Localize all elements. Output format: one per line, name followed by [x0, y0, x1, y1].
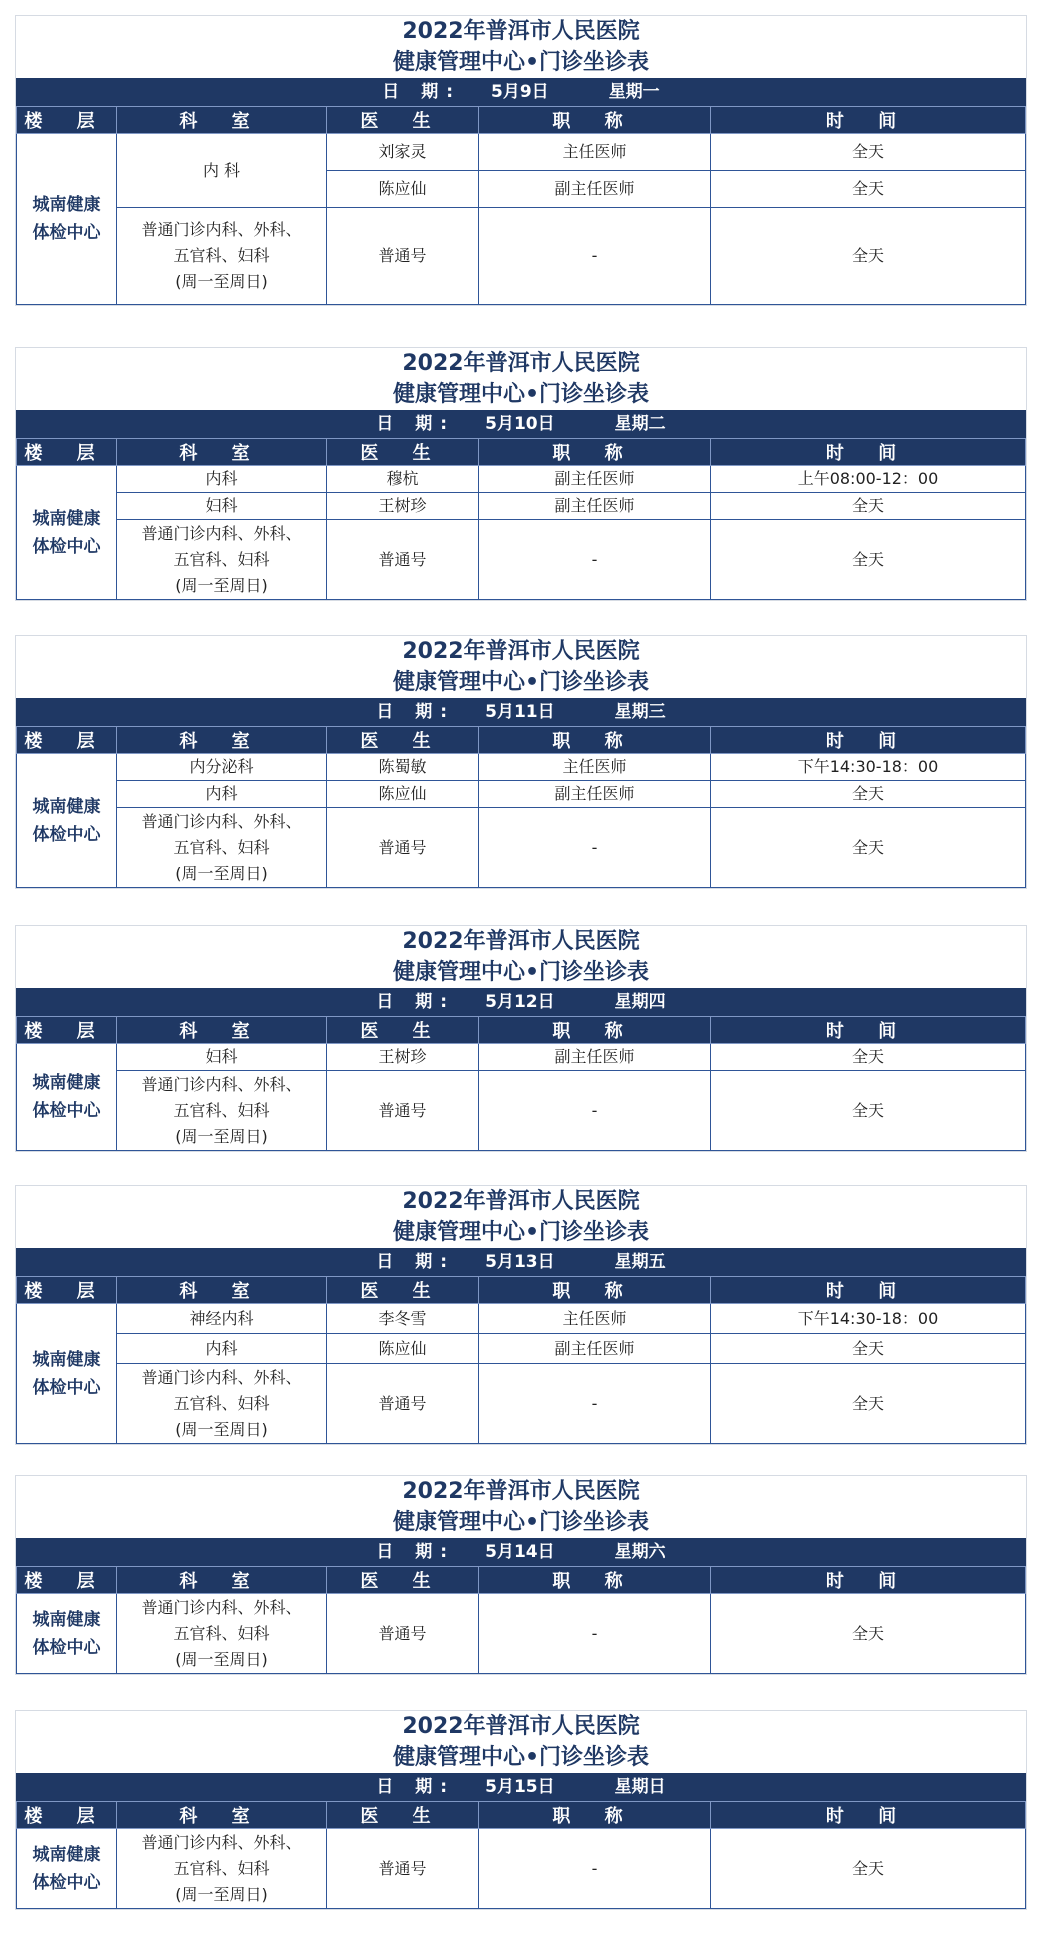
- general-clinic-row: [17, 520, 1026, 600]
- weekday-value: 星期三: [614, 702, 666, 722]
- floor-line-2: 体检中心: [32, 824, 101, 845]
- general-dept-line-3: (周一至周日): [175, 1884, 268, 1904]
- date-label: 日 期:: [376, 1252, 456, 1272]
- column-header: 职 称: [479, 1802, 711, 1829]
- column-header: 时 间: [711, 727, 1026, 754]
- general-title-cell: -: [479, 1594, 711, 1674]
- weekday-value: 星期一: [608, 82, 660, 102]
- general-time-cell: 全天: [711, 1364, 1026, 1444]
- general-dept-line-1: 普通门诊内科、外科、: [141, 1597, 302, 1617]
- floor-cell: [17, 1044, 117, 1151]
- general-title-cell: -: [479, 1364, 711, 1444]
- general-time-cell: 全天: [711, 208, 1026, 305]
- schedule-block: [15, 347, 1027, 601]
- time-cell: 下午14:30-18：00: [711, 754, 1026, 781]
- schedule-block: [15, 925, 1027, 1152]
- column-header: 职 称: [479, 727, 711, 754]
- general-title-cell: -: [479, 1829, 711, 1909]
- column-header: 科 室: [117, 439, 327, 466]
- weekday-value: 星期五: [614, 1252, 666, 1272]
- table-row: [17, 1334, 1026, 1364]
- weekday-value: 星期六: [614, 1542, 666, 1562]
- dept-cell: 内分泌科: [117, 754, 327, 781]
- general-time-cell: 全天: [711, 808, 1026, 888]
- date-value: 5月13日: [485, 1252, 555, 1272]
- date-row: [16, 410, 1026, 438]
- general-dept-cell: [117, 1071, 327, 1151]
- date-row: [16, 1773, 1026, 1801]
- general-title-cell: -: [479, 208, 711, 305]
- column-header: 医 生: [327, 107, 479, 134]
- schedule-table: [16, 1016, 1026, 1151]
- column-header: 楼 层: [17, 1277, 117, 1304]
- date-label: 日 期:: [376, 992, 456, 1012]
- general-dept-line-1: 普通门诊内科、外科、: [141, 811, 302, 831]
- schedule-title: [16, 1476, 1026, 1538]
- time-cell: 全天: [711, 171, 1026, 208]
- schedule-title: [16, 1711, 1026, 1773]
- schedule-block: [15, 635, 1027, 889]
- column-header: 时 间: [711, 1277, 1026, 1304]
- weekday-value: 星期四: [614, 992, 666, 1012]
- general-dept-cell: [117, 208, 327, 305]
- title-line-1: 2022年普洱市人民医院: [402, 639, 640, 664]
- general-time-cell: 全天: [711, 1829, 1026, 1909]
- date-value: 5月15日: [485, 1777, 555, 1797]
- general-dept-line-2: 五官科、妇科: [173, 1623, 270, 1643]
- header-row: [17, 107, 1026, 134]
- weekday-value: 星期二: [614, 414, 666, 434]
- general-dept-line-2: 五官科、妇科: [173, 1393, 270, 1413]
- general-clinic-row: [17, 808, 1026, 888]
- column-header: 楼 层: [17, 1017, 117, 1044]
- column-header: 楼 层: [17, 439, 117, 466]
- date-value: 5月10日: [485, 414, 555, 434]
- date-row: [16, 1538, 1026, 1566]
- column-header: 职 称: [479, 439, 711, 466]
- column-header: 医 生: [327, 1802, 479, 1829]
- floor-line-2: 体检中心: [32, 223, 101, 243]
- general-title-cell: -: [479, 520, 711, 600]
- column-header: 医 生: [327, 1277, 479, 1304]
- time-cell: 下午14:30-18：00: [711, 1304, 1026, 1334]
- time-cell: 全天: [711, 781, 1026, 808]
- column-header: 职 称: [479, 1017, 711, 1044]
- title-cell: 副主任医师: [479, 1044, 711, 1071]
- general-doctor-cell: 普通号: [327, 1364, 479, 1444]
- title-line-2: 健康管理中心•门诊坐诊表: [392, 1510, 650, 1535]
- title-line-2: 健康管理中心•门诊坐诊表: [392, 1220, 650, 1245]
- general-dept-cell: [117, 1829, 327, 1909]
- column-header: 职 称: [479, 107, 711, 134]
- schedule-block: [15, 1710, 1027, 1910]
- general-clinic-row: [17, 208, 1026, 305]
- title-line-2: 健康管理中心•门诊坐诊表: [392, 50, 650, 75]
- header-row: [17, 1802, 1026, 1829]
- general-doctor-cell: 普通号: [327, 1829, 479, 1909]
- general-doctor-cell: 普通号: [327, 808, 479, 888]
- title-line-1: 2022年普洱市人民医院: [402, 351, 640, 376]
- schedule-table: [16, 1566, 1026, 1674]
- column-header: 时 间: [711, 1802, 1026, 1829]
- title-cell: 主任医师: [479, 1304, 711, 1334]
- general-title-cell: -: [479, 1071, 711, 1151]
- column-header: 医 生: [327, 727, 479, 754]
- doctor-cell: 陈蜀敏: [327, 754, 479, 781]
- column-header: 职 称: [479, 1277, 711, 1304]
- column-header: 楼 层: [17, 727, 117, 754]
- date-row: [16, 698, 1026, 726]
- title-line-1: 2022年普洱市人民医院: [402, 1189, 640, 1214]
- title-line-1: 2022年普洱市人民医院: [402, 929, 640, 954]
- column-header: 科 室: [117, 1017, 327, 1044]
- floor-line-2: 体检中心: [32, 1637, 101, 1658]
- table-row: [17, 781, 1026, 808]
- column-header: 科 室: [117, 1802, 327, 1829]
- time-cell: 全天: [711, 493, 1026, 520]
- dept-cell: 内科: [117, 781, 327, 808]
- general-time-cell: 全天: [711, 1594, 1026, 1674]
- title-cell: 副主任医师: [479, 781, 711, 808]
- title-cell: 副主任医师: [479, 171, 711, 208]
- dept-cell: 内科: [117, 466, 327, 493]
- column-header: 时 间: [711, 439, 1026, 466]
- schedule-title: [16, 926, 1026, 988]
- header-row: [17, 1017, 1026, 1044]
- schedule-title: [16, 636, 1026, 698]
- general-clinic-row: [17, 1071, 1026, 1151]
- general-dept-line-2: 五官科、妇科: [173, 837, 270, 857]
- title-line-2: 健康管理中心•门诊坐诊表: [392, 1745, 650, 1770]
- header-row: [17, 727, 1026, 754]
- column-header: 医 生: [327, 439, 479, 466]
- column-header: 科 室: [117, 107, 327, 134]
- title-line-2: 健康管理中心•门诊坐诊表: [392, 960, 650, 985]
- doctor-cell: 李冬雪: [327, 1304, 479, 1334]
- general-dept-line-3: (周一至周日): [175, 863, 268, 883]
- schedule-table: [16, 726, 1026, 888]
- general-dept-line-2: 五官科、妇科: [173, 1858, 270, 1878]
- column-header: 楼 层: [17, 107, 117, 134]
- date-label: 日 期:: [382, 82, 462, 102]
- general-dept-line-1: 普通门诊内科、外科、: [141, 1367, 302, 1387]
- general-dept-line-3: (周一至周日): [175, 1649, 268, 1669]
- general-dept-line-1: 普通门诊内科、外科、: [141, 1074, 302, 1094]
- date-row: [16, 78, 1026, 106]
- dept-cell: 内科: [117, 1334, 327, 1364]
- floor-line-2: 体检中心: [32, 1101, 101, 1121]
- doctor-cell: 刘家灵: [327, 134, 479, 171]
- date-value: 5月9日: [491, 82, 549, 102]
- general-dept-cell: [117, 1364, 327, 1444]
- time-cell: 上午08:00-12：00: [711, 466, 1026, 493]
- header-row: [17, 439, 1026, 466]
- schedule-title: [16, 1186, 1026, 1248]
- schedule-table: [16, 438, 1026, 600]
- floor-line-2: 体检中心: [32, 1377, 101, 1398]
- column-header: 时 间: [711, 107, 1026, 134]
- general-dept-line-1: 普通门诊内科、外科、: [141, 220, 302, 239]
- general-doctor-cell: 普通号: [327, 1594, 479, 1674]
- table-row: [17, 754, 1026, 781]
- floor-line-1: 城南健康: [32, 1073, 101, 1093]
- floor-cell: [17, 1829, 117, 1909]
- general-time-cell: 全天: [711, 520, 1026, 600]
- schedule-table: [16, 1801, 1026, 1909]
- general-doctor-cell: 普通号: [327, 520, 479, 600]
- general-dept-line-3: (周一至周日): [175, 1126, 268, 1146]
- floor-line-1: 城南健康: [32, 1609, 101, 1630]
- floor-cell: [17, 754, 117, 888]
- floor-line-1: 城南健康: [32, 195, 101, 215]
- general-doctor-cell: 普通号: [327, 1071, 479, 1151]
- doctor-cell: 陈应仙: [327, 781, 479, 808]
- doctor-cell: 穆杭: [327, 466, 479, 493]
- general-title-cell: -: [479, 808, 711, 888]
- general-dept-line-3: (周一至周日): [175, 272, 268, 291]
- title-cell: 副主任医师: [479, 1334, 711, 1364]
- general-dept-line-2: 五官科、妇科: [173, 246, 270, 265]
- schedule-block: [15, 1475, 1027, 1675]
- floor-line-1: 城南健康: [32, 1349, 101, 1370]
- floor-line-1: 城南健康: [32, 508, 101, 529]
- doctor-cell: 陈应仙: [327, 1334, 479, 1364]
- general-dept-cell: [117, 808, 327, 888]
- date-label: 日 期:: [376, 414, 456, 434]
- date-value: 5月11日: [485, 702, 555, 722]
- general-dept-cell: [117, 520, 327, 600]
- table-row: [17, 1304, 1026, 1334]
- general-dept-line-2: 五官科、妇科: [173, 549, 270, 569]
- date-value: 5月14日: [485, 1542, 555, 1562]
- time-cell: 全天: [711, 1334, 1026, 1364]
- general-doctor-cell: 普通号: [327, 208, 479, 305]
- general-dept-line-3: (周一至周日): [175, 575, 268, 595]
- dept-cell: 妇科: [117, 1044, 327, 1071]
- general-dept-line-2: 五官科、妇科: [173, 1100, 270, 1120]
- schedule-title: [16, 348, 1026, 410]
- header-row: [17, 1567, 1026, 1594]
- table-row: [17, 466, 1026, 493]
- column-header: 科 室: [117, 727, 327, 754]
- column-header: 科 室: [117, 1277, 327, 1304]
- header-row: [17, 1277, 1026, 1304]
- table-row: [17, 134, 1026, 171]
- title-cell: 主任医师: [479, 754, 711, 781]
- date-label: 日 期:: [376, 1777, 456, 1797]
- title-line-1: 2022年普洱市人民医院: [402, 19, 640, 44]
- title-cell: 副主任医师: [479, 493, 711, 520]
- general-dept-line-1: 普通门诊内科、外科、: [141, 523, 302, 543]
- column-header: 医 生: [327, 1017, 479, 1044]
- general-time-cell: 全天: [711, 1071, 1026, 1151]
- table-row: [17, 493, 1026, 520]
- column-header: 医 生: [327, 1567, 479, 1594]
- time-cell: 全天: [711, 1044, 1026, 1071]
- column-header: 楼 层: [17, 1567, 117, 1594]
- column-header: 时 间: [711, 1017, 1026, 1044]
- doctor-cell: 王树珍: [327, 493, 479, 520]
- floor-cell: [17, 1304, 117, 1444]
- column-header: 职 称: [479, 1567, 711, 1594]
- title-line-2: 健康管理中心•门诊坐诊表: [392, 670, 650, 695]
- floor-line-2: 体检中心: [32, 536, 101, 557]
- floor-line-2: 体检中心: [32, 1872, 101, 1893]
- date-label: 日 期:: [376, 1542, 456, 1562]
- time-cell: 全天: [711, 134, 1026, 171]
- column-header: 科 室: [117, 1567, 327, 1594]
- general-dept-line-1: 普通门诊内科、外科、: [141, 1832, 302, 1852]
- dept-cell: 妇科: [117, 493, 327, 520]
- column-header: 楼 层: [17, 1802, 117, 1829]
- schedule-title: [16, 16, 1026, 78]
- schedule-block: [15, 15, 1027, 306]
- title-line-1: 2022年普洱市人民医院: [402, 1714, 640, 1739]
- date-row: [16, 1248, 1026, 1276]
- floor-line-1: 城南健康: [32, 796, 101, 817]
- date-value: 5月12日: [485, 992, 555, 1012]
- general-dept-cell: [117, 1594, 327, 1674]
- dept-cell: 内 科: [117, 134, 327, 208]
- title-cell: 副主任医师: [479, 466, 711, 493]
- column-header: 时 间: [711, 1567, 1026, 1594]
- general-clinic-row: [17, 1829, 1026, 1909]
- doctor-cell: 陈应仙: [327, 171, 479, 208]
- date-row: [16, 988, 1026, 1016]
- floor-cell: [17, 134, 117, 305]
- floor-line-1: 城南健康: [32, 1844, 101, 1865]
- floor-cell: [17, 1594, 117, 1674]
- schedule-table: [16, 1276, 1026, 1444]
- general-clinic-row: [17, 1364, 1026, 1444]
- title-line-2: 健康管理中心•门诊坐诊表: [392, 382, 650, 407]
- title-line-1: 2022年普洱市人民医院: [402, 1479, 640, 1504]
- general-clinic-row: [17, 1594, 1026, 1674]
- general-dept-line-3: (周一至周日): [175, 1419, 268, 1439]
- dept-cell: 神经内科: [117, 1304, 327, 1334]
- weekday-value: 星期日: [614, 1777, 666, 1797]
- floor-cell: [17, 466, 117, 600]
- schedule-block: [15, 1185, 1027, 1445]
- schedule-table: [16, 106, 1026, 305]
- title-cell: 主任医师: [479, 134, 711, 171]
- date-label: 日 期:: [376, 702, 456, 722]
- doctor-cell: 王树珍: [327, 1044, 479, 1071]
- table-row: [17, 1044, 1026, 1071]
